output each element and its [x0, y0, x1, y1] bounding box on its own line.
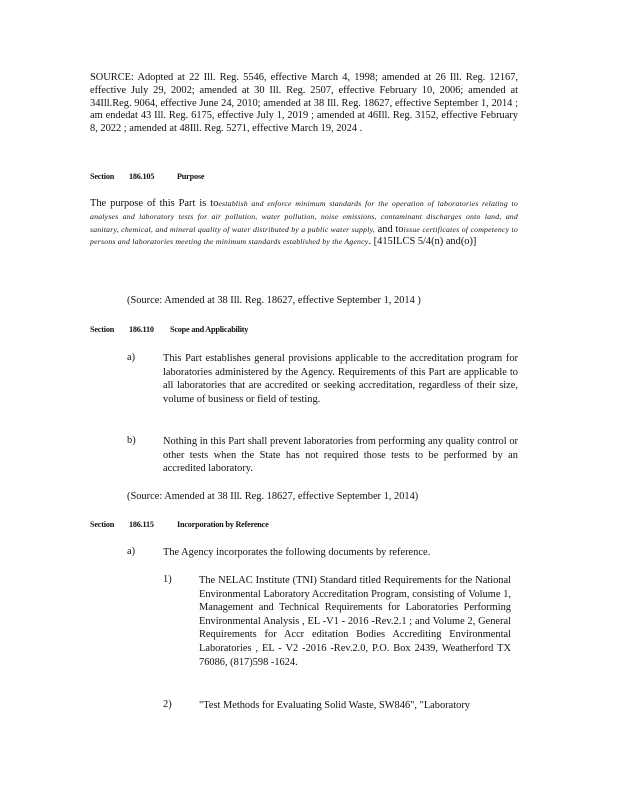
section-title: Scope and Applicability — [170, 325, 249, 334]
section-label: Section — [90, 325, 115, 334]
source-note: SOURCE: Adopted at 22 Ill. Reg. 5546, effective March 4, 1998; amended at 26 Ill. Reg. 12167, effective July 29, 2002; amended at 30 Ill. Reg. 2507, effective February 10, 2006; amended at 34Ill.Reg. 9064, effective June 24, 2010; amended at 38 Ill. Reg. 18627, effective September 1, 2014 ; am endedat 43 Ill. Reg. 6175, effective July 1, 2019 ; amended at 46Ill. Reg. 3152, effective February 8, 2022 ; amended at 48Ill. Reg. 5271, effective March 19, 2024 . — [90, 72, 518, 135]
section-label: Section — [90, 172, 115, 181]
section-title: Purpose — [177, 172, 205, 181]
subitem-text: "Test Methods for Evaluating Solid Waste, SW846", "Laboratory — [199, 700, 470, 711]
purpose-paragraph — [90, 198, 518, 249]
purpose-text-mid: and to — [374, 223, 404, 235]
purpose-text-start: The purpose of this Part is to — [90, 198, 219, 209]
item-marker: a) — [127, 546, 136, 557]
section-title: Incorporation by Reference — [177, 520, 269, 529]
section-number: 186.110 — [129, 325, 154, 334]
source-line-110: (Source: Amended at 38 Ill. Reg. 18627, effective September 1, 2014) — [127, 491, 419, 502]
item-marker: a) — [127, 352, 136, 363]
source-line-105: (Source: Amended at 38 Ill. Reg. 18627, effective September 1, 2014 ) — [127, 295, 421, 306]
purpose-statutory-text-1: establish and enforce minimum standards for the operation of laboratories relating to analyses and laboratory tests for air pollution, water pollution, noise emissions, contaminant discharges onto land, and sanitary, chemical, and mineral quality of water distributed by a public water supply, — [90, 199, 518, 234]
subitem-marker: 1) — [163, 574, 172, 585]
section-number: 186.105 — [129, 172, 155, 181]
subitem-marker: 2) — [163, 699, 172, 710]
item-text: The Agency incorporates the following documents by reference. — [163, 547, 431, 558]
section-number: 186.115 — [129, 520, 154, 529]
subitem-text: The NELAC Institute (TNI) Standard titled Requirements for the National Environmental Laboratory Accreditation Program, consisting of Volume 1, Management and Technical Requirements for Laboratories Performing Environmental Analysis , EL -V1 - 2016 -Rev.2.1 ; and Volume 2, General Requirements for Accr editation Bodies Accrediting Environmental Laboratories , EL - V2 -2016 -Rev.2.0, P.O. Box 2439, Weatherford TX 76086, (817)598 -1624. — [199, 575, 511, 668]
purpose-citation: . [415ILCS 5/4(n) and(o)] — [368, 236, 477, 248]
section-label: Section — [90, 520, 115, 529]
item-marker: b) — [127, 435, 136, 446]
item-text: Nothing in this Part shall prevent laboratories from performing any quality control or other tests when the State has not required those tests to be performed by an accredited laboratory. — [163, 436, 518, 475]
item-text: This Part establishes general provisions applicable to the accreditation program for laboratories administered by the Agency. Requirements of this Part are applicable to all laboratories that are accredited or seeking accreditation, regardless of their size, volume of business or field of testing. — [163, 353, 518, 405]
purpose-statutory-text-2: issue certificates of competency to persons and laboratories meeting the minimum standards established by the Agency — [90, 224, 518, 247]
